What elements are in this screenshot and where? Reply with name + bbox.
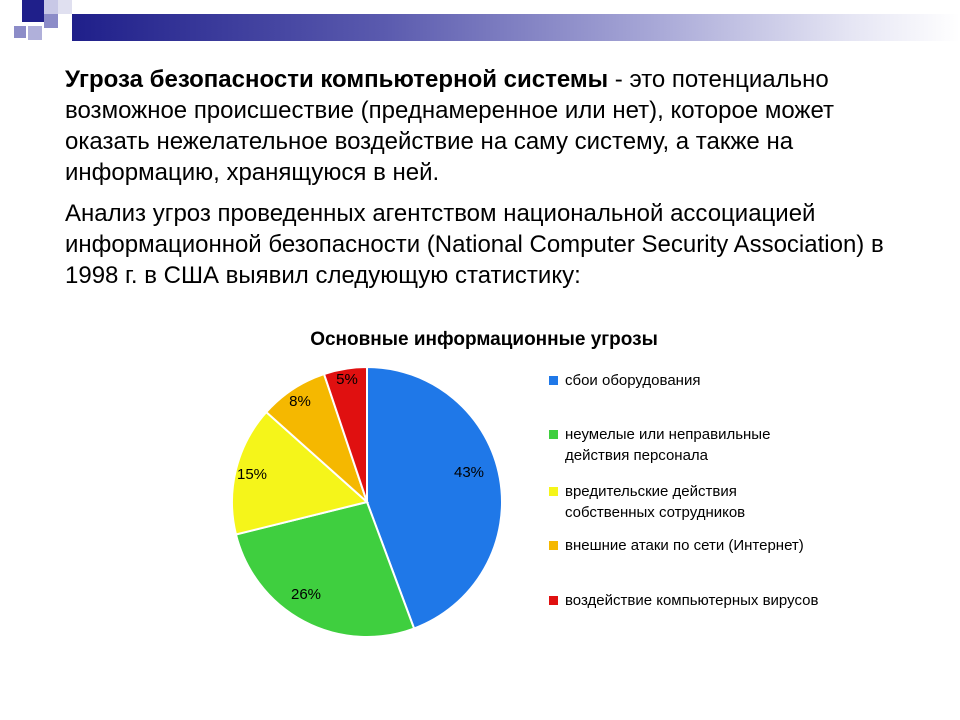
legend-label-5 <box>565 590 818 611</box>
legend-label-4 <box>565 535 804 556</box>
legend-label-line: действия персонала <box>565 447 709 464</box>
pie-data-label-5: 5% <box>336 371 358 388</box>
legend-label-line: вредительские действия <box>565 483 737 500</box>
legend-item-1 <box>549 370 700 391</box>
decor-square-dark <box>22 0 44 22</box>
pie-chart <box>222 362 512 652</box>
legend-swatch-2 <box>549 430 558 439</box>
definition-paragraph <box>65 64 925 188</box>
pie-data-label-2: 26% <box>290 586 322 603</box>
definition-body: - это потенциально возможное происшествие (преднамеренное или нет), которое может оказать нежелательное воздействие на саму систему, а также на информацию, хранящуюся в ней. <box>65 66 835 186</box>
legend-label-line: воздействие компьютерных вирусов <box>565 592 819 609</box>
pie-data-label-1: 43% <box>453 464 485 481</box>
legend-label-3 <box>565 481 745 523</box>
legend-swatch-5 <box>549 596 558 605</box>
legend-item-3 <box>549 481 745 523</box>
legend-swatch-3 <box>549 487 558 496</box>
legend-item-4 <box>549 535 804 556</box>
legend-label-1 <box>565 370 700 391</box>
decor-square-small <box>28 26 42 40</box>
definition-term: Угроза безопасности компьютерной системы <box>65 66 609 93</box>
analysis-paragraph: Анализ угроз проведенных агентством национальной ассоциацией информационной безопасности (National Computer Security Association) в 1998 г. в США выявил следующую статистику: <box>65 200 884 289</box>
legend-swatch-1 <box>549 376 558 385</box>
legend-label-line: неумелые или неправильные <box>565 426 771 443</box>
slide-text <box>65 64 925 301</box>
legend-item-2 <box>549 424 770 466</box>
decor-square-tiny <box>14 26 26 38</box>
legend-label-line: сбои оборудования <box>565 372 701 389</box>
decor-square-light <box>44 0 58 14</box>
legend-item-5 <box>549 590 818 611</box>
decor-square-pale <box>58 0 72 14</box>
pie-data-label-3: 15% <box>236 466 268 483</box>
legend-swatch-4 <box>549 541 558 550</box>
decor-square-medium <box>44 14 58 28</box>
legend-label-line: внешние атаки по сети (Интернет) <box>565 537 804 554</box>
legend-label-line: собственных сотрудников <box>565 504 746 521</box>
pie-data-label-4: 8% <box>289 393 311 410</box>
chart-title: Основные информационные угрозы <box>310 329 658 350</box>
header-band <box>72 14 960 41</box>
legend-label-2 <box>565 424 770 466</box>
